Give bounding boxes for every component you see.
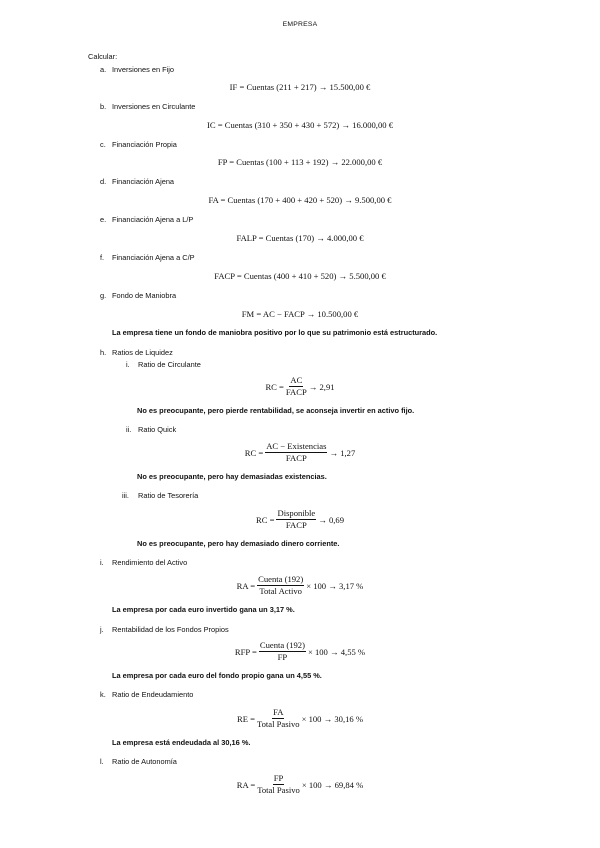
formula-rhs: × 100 → 4,55 % [307, 646, 366, 657]
item-j-marker: j. [100, 625, 104, 634]
formula-rhs: × 100 → 3,17 % [306, 580, 364, 591]
formula-rhs: → 2,91 [308, 381, 335, 392]
item-h-marker: h. [100, 348, 107, 357]
fraction [286, 376, 307, 397]
denominator: FACP [285, 453, 307, 464]
fraction [259, 641, 306, 662]
item-f-formula: FACP = Cuentas (400 + 410 + 520) → 5.500,00 € [214, 271, 386, 281]
item-b-marker: b. [100, 102, 107, 111]
page-header: EMPRESA [282, 21, 318, 28]
ratio-endeudamiento-formula [0, 708, 600, 729]
numerator: AC − Existencias [265, 442, 327, 453]
denominator: Total Activo [259, 586, 302, 597]
item-b-title: Inversiones en Circulante [112, 102, 196, 111]
ratio-autonomia-formula [0, 774, 600, 795]
item-l-title: Ratio de Autonomía [112, 757, 177, 766]
item-f-marker: f. [100, 253, 105, 262]
item-h-iii-marker: iii. [122, 491, 129, 500]
item-h-iii-note: No es preocupante, pero hay demasiado dinero corriente. [137, 539, 340, 548]
item-a-marker: a. [100, 65, 107, 74]
item-c-formula: FP = Cuentas (100 + 113 + 192) → 22.000,00 € [217, 157, 383, 167]
item-c-marker: c. [100, 140, 106, 149]
item-h-iii-title: Ratio de Tesorería [138, 491, 199, 500]
formula-lhs: RE = [236, 713, 255, 724]
item-b-formula: IC = Cuentas (310 + 350 + 430 + 572) → 16.000,00 € [207, 120, 393, 130]
formula-lhs: RC = [256, 514, 275, 525]
item-g-marker: g. [100, 291, 107, 300]
numerator: AC [289, 376, 303, 387]
item-d-title: Financiación Ajena [112, 177, 175, 186]
fraction [257, 708, 300, 729]
rendimiento-activo-formula [0, 575, 600, 596]
item-h-ii-title: Ratio Quick [138, 425, 177, 434]
item-g-formula: FM = AC − FACP → 10.500,00 € [241, 309, 359, 319]
fraction [265, 442, 327, 463]
ratio-tesoreria-formula [0, 509, 600, 530]
item-j-note: La empresa por cada euro del fondo propio gana un 4,55 %. [112, 671, 322, 680]
item-h-i-note: No es preocupante, pero pierde rentabilidad, se aconseja invertir en activo fijo. [137, 406, 415, 415]
item-h-title: Ratios de Liquidez [112, 348, 173, 357]
denominator: FP [277, 652, 288, 663]
item-a-title: Inversiones en Fijo [112, 65, 175, 74]
item-e-formula: FALP = Cuentas (170) → 4.000,00 € [236, 233, 364, 243]
formula-lhs: RA = [236, 580, 256, 591]
item-g-note: La empresa tiene un fondo de maniobra positivo por lo que su patrimonio está estructurado. [112, 328, 438, 337]
item-l-marker: l. [100, 757, 104, 766]
item-f-title: Financiación Ajena a C/P [112, 253, 195, 262]
formula-lhs: RA = [236, 779, 256, 790]
denominator: Total Pasivo [257, 785, 300, 796]
ratio-quick-formula [0, 442, 600, 463]
item-g-title: Fondo de Maniobra [112, 291, 177, 300]
item-h-i-title: Ratio de Circulante [138, 360, 201, 369]
formula-rhs: → 0,69 [318, 514, 344, 525]
ratio-circulante-formula [0, 376, 600, 397]
fraction [276, 509, 316, 530]
item-k-note: La empresa está endeudada al 30,16 %. [112, 738, 251, 747]
intro-label: Calcular: [88, 52, 118, 61]
item-k-marker: k. [100, 690, 106, 699]
denominator: FACP [285, 520, 307, 531]
item-k-title: Ratio de Endeudamiento [112, 690, 194, 699]
formula-rhs: → 1,27 [329, 447, 356, 458]
item-i-marker: i. [100, 558, 104, 567]
formula-lhs: RC = [265, 381, 284, 392]
formula-lhs: RC = [244, 447, 264, 458]
item-a-formula: IF = Cuentas (211 + 217) → 15.500,00 € [229, 82, 371, 92]
item-d-formula: FA = Cuentas (170 + 400 + 420 + 520) → 9.500,00 € [208, 195, 392, 205]
item-d-marker: d. [100, 177, 107, 186]
item-i-note: La empresa por cada euro invertido gana un 3,17 %. [112, 605, 295, 614]
item-h-ii-marker: ii. [126, 425, 132, 434]
item-c-title: Financiación Propia [112, 140, 177, 149]
item-j-title: Rentabilidad de los Fondos Propios [112, 625, 229, 634]
fraction [257, 774, 300, 795]
formula-rhs: × 100 → 69,84 % [301, 779, 364, 790]
numerator: FA [272, 708, 284, 719]
item-h-ii-note: No es preocupante, pero hay demasiadas existencias. [137, 472, 327, 481]
item-e-title: Financiación Ajena a L/P [112, 215, 194, 224]
formula-rhs: × 100 → 30,16 % [301, 713, 363, 724]
numerator: Disponible [276, 509, 316, 520]
numerator: Cuenta (192) [259, 641, 306, 652]
item-i-title: Rendimiento del Activo [112, 558, 188, 567]
item-e-marker: e. [100, 215, 107, 224]
denominator: Total Pasivo [256, 719, 300, 730]
formula-lhs: RFP = [234, 646, 257, 657]
numerator: FP [273, 774, 285, 785]
numerator: Cuenta (192) [257, 575, 304, 586]
item-h-i-marker: i. [126, 360, 130, 369]
rentabilidad-fp-formula [0, 641, 600, 662]
fraction [257, 575, 304, 596]
denominator: FACP [285, 387, 307, 398]
